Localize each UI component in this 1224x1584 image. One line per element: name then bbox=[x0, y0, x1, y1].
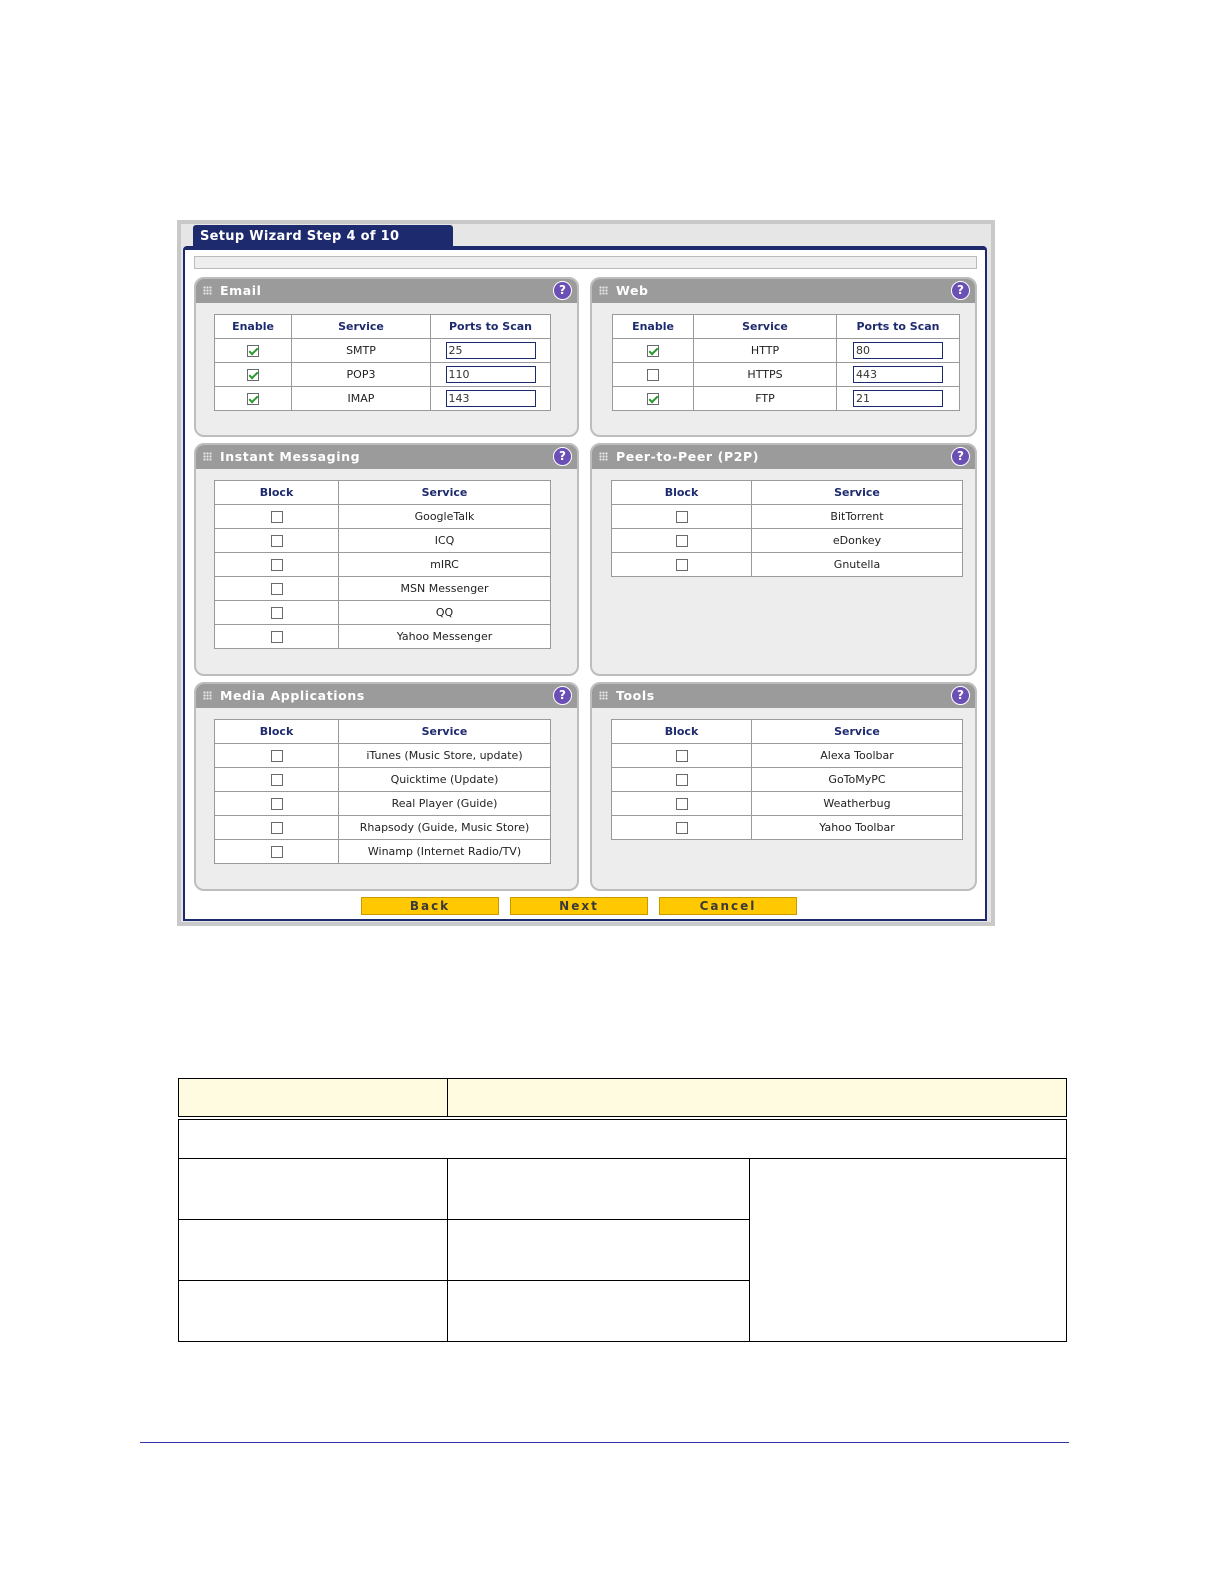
service-name: Gnutella bbox=[752, 553, 963, 577]
column-header: Service bbox=[339, 720, 551, 744]
table-row bbox=[613, 387, 960, 411]
service-name: IMAP bbox=[292, 387, 431, 411]
service-name: iTunes (Music Store, update) bbox=[339, 744, 551, 768]
block-checkbox[interactable] bbox=[271, 798, 283, 810]
email-table bbox=[214, 314, 551, 411]
table-header-cell bbox=[447, 1078, 1067, 1117]
panel-title: Tools bbox=[616, 688, 655, 703]
table-row bbox=[612, 529, 963, 553]
block-checkbox[interactable] bbox=[271, 559, 283, 571]
email-panel-header bbox=[196, 279, 577, 303]
panel-title: Web bbox=[616, 283, 649, 298]
table-row bbox=[215, 840, 551, 864]
block-checkbox[interactable] bbox=[676, 750, 688, 762]
next-button[interactable]: Next bbox=[510, 897, 648, 915]
service-name: QQ bbox=[339, 601, 551, 625]
grip-icon bbox=[203, 452, 212, 461]
column-header: Enable bbox=[215, 315, 292, 339]
port-input[interactable] bbox=[853, 342, 943, 359]
table-row bbox=[215, 792, 551, 816]
web-table bbox=[612, 314, 960, 411]
port-input[interactable] bbox=[446, 342, 536, 359]
service-name: Yahoo Messenger bbox=[339, 625, 551, 649]
table-cell bbox=[447, 1219, 750, 1281]
column-header: Block bbox=[215, 720, 339, 744]
column-header: Block bbox=[612, 481, 752, 505]
tools-panel bbox=[590, 682, 977, 891]
help-icon[interactable]: ? bbox=[951, 686, 970, 705]
column-header: Block bbox=[215, 481, 339, 505]
enable-checkbox[interactable] bbox=[247, 393, 259, 405]
port-input[interactable] bbox=[446, 390, 536, 407]
service-name: MSN Messenger bbox=[339, 577, 551, 601]
table-merged-cell bbox=[749, 1158, 1067, 1342]
table-row bbox=[215, 577, 551, 601]
column-header: Service bbox=[752, 720, 963, 744]
column-header: Enable bbox=[613, 315, 694, 339]
enable-checkbox[interactable] bbox=[247, 369, 259, 381]
help-icon[interactable]: ? bbox=[553, 686, 572, 705]
service-name: FTP bbox=[694, 387, 837, 411]
p2p-panel bbox=[590, 443, 977, 676]
top-message-bar bbox=[194, 256, 977, 269]
instant-messaging-panel bbox=[194, 443, 579, 676]
table-cell bbox=[447, 1280, 750, 1342]
service-name: Alexa Toolbar bbox=[752, 744, 963, 768]
block-checkbox[interactable] bbox=[271, 774, 283, 786]
block-checkbox[interactable] bbox=[271, 535, 283, 547]
service-name: HTTPS bbox=[694, 363, 837, 387]
panel-title: Email bbox=[220, 283, 262, 298]
table-row bbox=[612, 792, 963, 816]
service-name: HTTP bbox=[694, 339, 837, 363]
service-name: Weatherbug bbox=[752, 792, 963, 816]
media-table bbox=[214, 719, 551, 864]
grip-icon bbox=[599, 452, 608, 461]
column-header: Service bbox=[339, 481, 551, 505]
column-header: Block bbox=[612, 720, 752, 744]
table-row bbox=[215, 387, 551, 411]
table-row bbox=[612, 768, 963, 792]
service-name: Quicktime (Update) bbox=[339, 768, 551, 792]
block-checkbox[interactable] bbox=[271, 607, 283, 619]
column-header: Service bbox=[292, 315, 431, 339]
table-row bbox=[215, 505, 551, 529]
cancel-button[interactable]: Cancel bbox=[659, 897, 797, 915]
table-header-cell bbox=[178, 1078, 448, 1117]
grip-icon bbox=[599, 286, 608, 295]
block-checkbox[interactable] bbox=[271, 846, 283, 858]
block-checkbox[interactable] bbox=[271, 511, 283, 523]
table-cell bbox=[178, 1219, 448, 1281]
service-name: ICQ bbox=[339, 529, 551, 553]
table-row bbox=[613, 339, 960, 363]
service-name: Real Player (Guide) bbox=[339, 792, 551, 816]
p2p-table bbox=[611, 480, 963, 577]
service-name: eDonkey bbox=[752, 529, 963, 553]
media-applications-panel bbox=[194, 682, 579, 891]
enable-checkbox[interactable] bbox=[247, 345, 259, 357]
port-input[interactable] bbox=[446, 366, 536, 383]
service-name: POP3 bbox=[292, 363, 431, 387]
grip-icon bbox=[599, 691, 608, 700]
grip-icon bbox=[203, 691, 212, 700]
table-row bbox=[215, 339, 551, 363]
column-header: Ports to Scan bbox=[837, 315, 960, 339]
panel-title: Peer-to-Peer (P2P) bbox=[616, 449, 760, 464]
help-icon[interactable]: ? bbox=[951, 281, 970, 300]
enable-checkbox[interactable] bbox=[647, 369, 659, 381]
table-row bbox=[612, 816, 963, 840]
table-cell bbox=[447, 1158, 750, 1220]
help-icon[interactable]: ? bbox=[553, 447, 572, 466]
tools-table bbox=[611, 719, 963, 840]
table-row bbox=[215, 816, 551, 840]
service-name: GoogleTalk bbox=[339, 505, 551, 529]
column-header: Ports to Scan bbox=[431, 315, 551, 339]
tools-panel-header bbox=[592, 684, 975, 708]
service-name: SMTP bbox=[292, 339, 431, 363]
enable-checkbox[interactable] bbox=[647, 393, 659, 405]
im-panel-header bbox=[196, 445, 577, 469]
table-section-row bbox=[178, 1119, 1067, 1159]
table-row bbox=[612, 505, 963, 529]
block-checkbox[interactable] bbox=[676, 822, 688, 834]
block-checkbox[interactable] bbox=[271, 631, 283, 643]
panel-title: Media Applications bbox=[220, 688, 365, 703]
table-row bbox=[612, 553, 963, 577]
block-checkbox[interactable] bbox=[676, 535, 688, 547]
table-row bbox=[215, 529, 551, 553]
port-input[interactable] bbox=[853, 366, 943, 383]
enable-checkbox[interactable] bbox=[647, 345, 659, 357]
column-header: Service bbox=[694, 315, 837, 339]
grip-icon bbox=[203, 286, 212, 295]
wizard-title: Setup Wizard Step 4 of 10 bbox=[193, 225, 453, 249]
table-row bbox=[613, 363, 960, 387]
block-checkbox[interactable] bbox=[676, 511, 688, 523]
table-cell bbox=[178, 1280, 448, 1342]
web-panel bbox=[590, 277, 977, 437]
block-checkbox[interactable] bbox=[271, 750, 283, 762]
web-panel-header bbox=[592, 279, 975, 303]
block-checkbox[interactable] bbox=[676, 559, 688, 571]
service-name: mIRC bbox=[339, 553, 551, 577]
service-name: Rhapsody (Guide, Music Store) bbox=[339, 816, 551, 840]
block-checkbox[interactable] bbox=[271, 822, 283, 834]
service-name: Yahoo Toolbar bbox=[752, 816, 963, 840]
panel-title: Instant Messaging bbox=[220, 449, 361, 464]
port-input[interactable] bbox=[853, 390, 943, 407]
table-row bbox=[215, 363, 551, 387]
media-panel-header bbox=[196, 684, 577, 708]
column-header: Service bbox=[752, 481, 963, 505]
im-table bbox=[214, 480, 551, 649]
block-checkbox[interactable] bbox=[676, 798, 688, 810]
service-name: BitTorrent bbox=[752, 505, 963, 529]
footer-rule bbox=[140, 1442, 1069, 1443]
service-name: GoToMyPC bbox=[752, 768, 963, 792]
back-button[interactable]: Back bbox=[361, 897, 499, 915]
table-row bbox=[215, 625, 551, 649]
table-row bbox=[612, 744, 963, 768]
email-panel bbox=[194, 277, 579, 437]
table-cell bbox=[178, 1158, 448, 1220]
table-row bbox=[215, 768, 551, 792]
block-checkbox[interactable] bbox=[271, 583, 283, 595]
help-icon[interactable]: ? bbox=[951, 447, 970, 466]
table-row bbox=[215, 601, 551, 625]
table-row bbox=[215, 553, 551, 577]
service-name: Winamp (Internet Radio/TV) bbox=[339, 840, 551, 864]
help-icon[interactable]: ? bbox=[553, 281, 572, 300]
p2p-panel-header bbox=[592, 445, 975, 469]
table-row bbox=[215, 744, 551, 768]
block-checkbox[interactable] bbox=[676, 774, 688, 786]
